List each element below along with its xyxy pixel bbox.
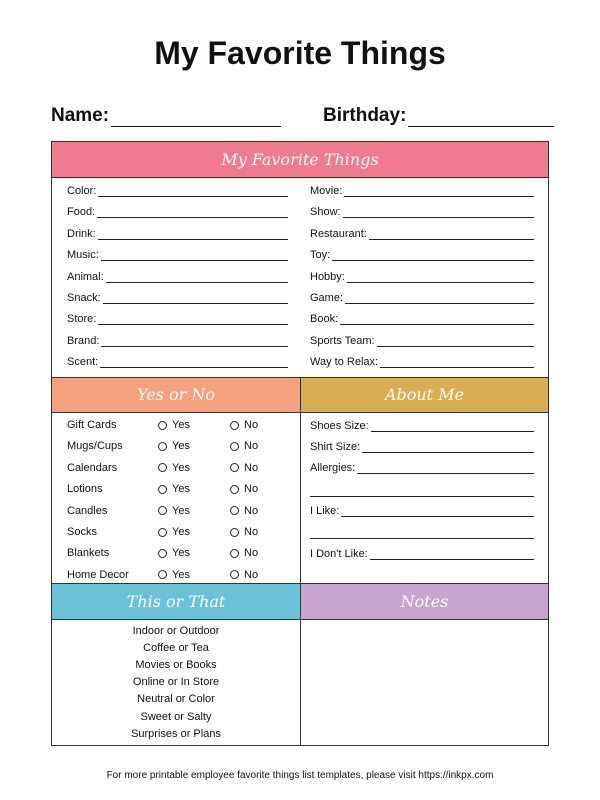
favorite-left-line[interactable] xyxy=(101,336,288,347)
favorite-right-label: Book: xyxy=(310,313,339,326)
no-label: No xyxy=(244,568,259,581)
favorite-right-line[interactable] xyxy=(380,357,534,368)
yes-label: Yes xyxy=(172,461,190,474)
favorite-left-label: Food: xyxy=(67,206,96,219)
yes-no-item-label: Mugs/Cups xyxy=(67,440,123,453)
no-label: No xyxy=(244,461,259,474)
no-option[interactable] xyxy=(230,568,258,582)
radio-circle-icon[interactable] xyxy=(158,485,167,494)
i-like-field[interactable] xyxy=(310,503,534,517)
radio-circle-icon[interactable] xyxy=(158,442,167,451)
yes-no-item-label: Blankets xyxy=(67,547,110,560)
about-me-header: About Me xyxy=(301,378,548,412)
yes-no-row xyxy=(67,482,297,496)
i-like-label: I Like: xyxy=(310,505,340,517)
form-sheet xyxy=(51,141,549,746)
no-label: No xyxy=(244,440,259,453)
no-option[interactable] xyxy=(230,525,258,539)
favorite-right-line[interactable] xyxy=(340,314,534,325)
favorite-left-field[interactable] xyxy=(67,354,288,368)
favorite-left-line[interactable] xyxy=(106,272,288,283)
no-label: No xyxy=(244,483,259,496)
yes-no-row xyxy=(67,504,297,518)
favorite-right-line[interactable] xyxy=(347,272,534,283)
birthday-line[interactable] xyxy=(408,104,554,127)
name-label: Name: xyxy=(51,105,110,126)
no-option[interactable] xyxy=(230,439,258,453)
favorite-left-label: Store: xyxy=(67,313,97,326)
shirt-size-label: Shirt Size: xyxy=(310,441,361,453)
radio-circle-icon[interactable] xyxy=(230,506,239,515)
favorite-left-field[interactable] xyxy=(67,204,288,218)
yes-option[interactable] xyxy=(158,504,190,518)
yes-no-item-label: Socks xyxy=(67,526,97,538)
favorite-right-line[interactable] xyxy=(344,186,534,197)
this-or-that-item: Online or In Store xyxy=(132,676,220,689)
favorite-right-line[interactable] xyxy=(377,336,534,347)
favorite-left-label: Drink: xyxy=(67,227,96,240)
yes-no-item-label: Gift Cards xyxy=(67,419,117,431)
favorite-right-field[interactable] xyxy=(310,247,534,261)
radio-circle-icon[interactable] xyxy=(230,549,239,558)
yes-label: Yes xyxy=(172,568,190,581)
this-or-that-item: Coffee or Tea xyxy=(143,642,209,655)
favorite-right-line[interactable] xyxy=(332,250,534,261)
radio-circle-icon[interactable] xyxy=(158,421,167,430)
no-label: No xyxy=(244,547,259,560)
name-line[interactable] xyxy=(111,104,281,127)
yes-no-row xyxy=(67,418,297,432)
favorite-right-line[interactable] xyxy=(345,293,534,304)
favorite-left-label: Scent: xyxy=(67,356,99,369)
favorites-header: My Favorite Things xyxy=(52,142,548,177)
favorite-right-label: Show: xyxy=(310,206,341,219)
favorite-left-label: Snack: xyxy=(67,292,101,304)
allergies-label: Allergies: xyxy=(310,462,356,474)
this-or-that-item: Indoor or Outdoor xyxy=(132,625,220,637)
notes-header: Notes xyxy=(301,584,548,619)
radio-circle-icon[interactable] xyxy=(158,570,167,579)
favorite-left-field[interactable] xyxy=(67,183,288,197)
radio-circle-icon[interactable] xyxy=(158,463,167,472)
yes-option[interactable] xyxy=(158,461,190,475)
favorite-left-label: Brand: xyxy=(67,334,100,347)
notes-area[interactable] xyxy=(301,620,548,745)
favorite-right-field[interactable] xyxy=(310,269,534,283)
yes-label: Yes xyxy=(172,419,190,431)
this-or-that-item: Neutral or Color xyxy=(137,693,215,706)
yes-no-header: Yes or No xyxy=(52,378,300,412)
this-or-that-item: Movies or Books xyxy=(135,659,217,672)
radio-circle-icon[interactable] xyxy=(230,421,239,430)
no-label: No xyxy=(244,526,259,538)
favorite-right-label: Sports Team: xyxy=(310,334,375,347)
radio-circle-icon[interactable] xyxy=(230,528,239,537)
favorite-right-field[interactable] xyxy=(310,333,534,347)
radio-circle-icon[interactable] xyxy=(230,570,239,579)
yes-label: Yes xyxy=(172,483,190,496)
i-dont-like-label: I Don't Like: xyxy=(310,548,368,560)
allergies-extra-line[interactable] xyxy=(310,496,534,497)
favorite-right-line[interactable] xyxy=(369,229,534,240)
this-or-that-item: Sweet or Salty xyxy=(140,710,212,723)
allergies-field[interactable] xyxy=(310,460,534,474)
favorite-right-label: Movie: xyxy=(310,185,343,197)
no-option[interactable] xyxy=(230,418,258,432)
yes-no-item-label: Calendars xyxy=(67,461,118,474)
favorite-left-line[interactable] xyxy=(103,293,288,304)
no-option[interactable] xyxy=(230,461,258,475)
name-field[interactable] xyxy=(51,104,281,127)
favorite-left-field[interactable] xyxy=(67,226,288,240)
favorite-right-field[interactable] xyxy=(310,226,534,240)
yes-option[interactable] xyxy=(158,568,190,582)
favorite-left-line[interactable] xyxy=(98,314,288,325)
yes-label: Yes xyxy=(172,504,190,517)
favorite-right-label: Game: xyxy=(310,292,344,304)
favorite-left-label: Animal: xyxy=(67,270,104,283)
radio-circle-icon[interactable] xyxy=(158,528,167,537)
i-like-extra-line[interactable] xyxy=(310,538,534,539)
favorite-right-field[interactable] xyxy=(310,290,534,304)
yes-no-item-label: Candles xyxy=(67,504,108,517)
favorite-left-label: Color: xyxy=(67,185,97,197)
yes-label: Yes xyxy=(172,440,190,453)
no-label: No xyxy=(244,504,259,517)
yes-option[interactable] xyxy=(158,546,190,560)
favorite-left-field[interactable] xyxy=(67,269,288,283)
yes-no-row xyxy=(67,525,297,539)
yes-no-row xyxy=(67,461,297,475)
favorite-left-line[interactable] xyxy=(98,229,288,240)
favorite-right-field[interactable] xyxy=(310,354,534,368)
radio-circle-icon[interactable] xyxy=(230,442,239,451)
favorite-left-line[interactable] xyxy=(101,250,288,261)
yes-option[interactable] xyxy=(158,482,190,496)
favorite-right-label: Way to Relax: xyxy=(310,356,379,369)
no-label: No xyxy=(244,419,259,431)
favorite-right-line[interactable] xyxy=(343,207,534,218)
this-or-that-item: Surprises or Plans xyxy=(131,727,221,740)
divider xyxy=(52,177,548,178)
no-option[interactable] xyxy=(230,504,258,518)
yes-no-row xyxy=(67,568,297,582)
page-title: My Favorite Things xyxy=(154,35,446,71)
radio-circle-icon[interactable] xyxy=(230,463,239,472)
favorite-left-line[interactable] xyxy=(97,207,288,218)
favorite-left-field[interactable] xyxy=(67,333,288,347)
shirt-size-field[interactable] xyxy=(310,439,534,453)
radio-circle-icon[interactable] xyxy=(158,549,167,558)
yes-no-row xyxy=(67,546,297,560)
shoes-size-field[interactable] xyxy=(310,418,534,432)
favorite-left-field[interactable] xyxy=(67,311,288,325)
shoes-size-label: Shoes Size: xyxy=(310,420,369,432)
this-or-that-header: This or That xyxy=(52,584,300,619)
favorite-right-field[interactable] xyxy=(310,204,534,218)
no-option[interactable] xyxy=(230,482,258,496)
favorite-right-field[interactable] xyxy=(310,311,534,325)
favorite-left-field[interactable] xyxy=(67,290,288,304)
yes-label: Yes xyxy=(172,547,190,560)
yes-label: Yes xyxy=(172,526,190,538)
birthday-label: Birthday: xyxy=(323,105,407,126)
yes-option[interactable] xyxy=(158,525,190,539)
favorite-left-field[interactable] xyxy=(67,247,288,261)
yes-no-row xyxy=(67,439,297,453)
favorite-left-line[interactable] xyxy=(98,186,288,197)
yes-option[interactable] xyxy=(158,418,190,432)
favorite-right-label: Toy: xyxy=(310,249,331,262)
no-option[interactable] xyxy=(230,546,258,560)
favorite-right-field[interactable] xyxy=(310,183,534,197)
favorite-left-line[interactable] xyxy=(100,357,288,368)
i-dont-like-field[interactable] xyxy=(310,546,534,560)
favorite-right-label: Restaurant: xyxy=(310,227,367,240)
yes-option[interactable] xyxy=(158,439,190,453)
radio-circle-icon[interactable] xyxy=(158,506,167,515)
favorite-right-label: Hobby: xyxy=(310,270,345,283)
yes-no-item-label: Home Decor xyxy=(67,568,129,581)
radio-circle-icon[interactable] xyxy=(230,485,239,494)
birthday-field[interactable] xyxy=(323,104,554,127)
favorite-left-label: Music: xyxy=(67,249,99,262)
yes-no-item-label: Lotions xyxy=(67,483,103,496)
footer-note: For more printable employee favorite things list templates, please visit https://inkpx.com xyxy=(106,770,494,781)
